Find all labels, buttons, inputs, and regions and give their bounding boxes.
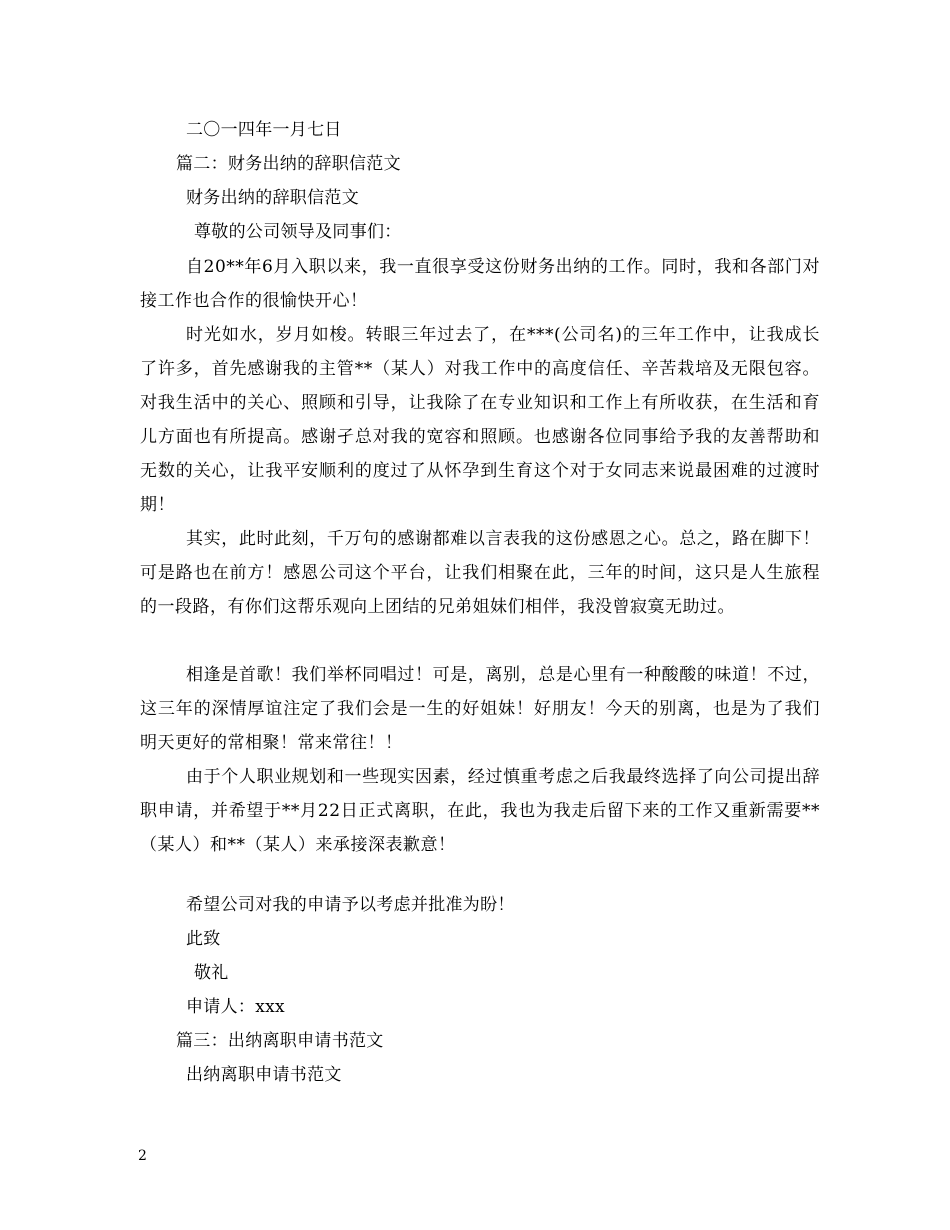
date-line: 二〇一四年一月七日 (186, 120, 342, 140)
paragraph-5: 由于个人职业规划和一些现实因素，经过慎重考虑之后我最终选择了向公司提出辞职申请，并希望于**月22日正式离职，在此，我也为我走后留下来的工作又重新需要**（某人）和**（某人）来承接深表歉意！ (140, 767, 820, 855)
paragraph-4: 相逢是首歌！我们举杯同唱过！可是，离别，总是心里有一种酸酸的味道！不过，这三年的深情厚谊注定了我们会是一生的好姐妹！好朋友！今天的别离，也是为了我们明天更好的常相聚！常来常往！！ (140, 665, 820, 753)
closing-regards: 敬礼 (194, 963, 229, 983)
salutation: 尊敬的公司领导及同事们： (194, 222, 402, 242)
applicant-line: 申请人：xxx (186, 997, 285, 1017)
closing-request: 希望公司对我的申请予以考虑并批准为盼！ (186, 895, 515, 915)
paragraph-1: 自20**年6月入职以来，我一直很享受这份财务出纳的工作。同时，我和各部门对接工作也合作的很愉快开心！ (140, 257, 820, 311)
section-3-title: 出纳离职申请书范文 (186, 1065, 342, 1085)
section-3-heading: 篇三：出纳离职申请书范文 (176, 1031, 384, 1051)
closing-salutation: 此致 (186, 929, 221, 949)
section-2-heading: 篇二：财务出纳的辞职信范文 (176, 154, 401, 174)
section-2-title: 财务出纳的辞职信范文 (186, 188, 359, 208)
paragraph-2: 时光如水，岁月如梭。转眼三年过去了，在***(公司名)的三年工作中，让我成长了许多，首先感谢我的主管**（某人）对我工作中的高度信任、辛苦栽培及无限包容。对我生活中的关心、照顾和引导，让我除了在专业知识和工作上有所收获，在生活和育儿方面也有所提高。感谢孑总对我的宽容和照顾。也感谢各位同事给予我的友善帮助和无数的关心，让我平安顺利的度过了从怀孕到生育这个对于女同志来说最困难的过渡时期！ (140, 325, 820, 515)
paragraph-3: 其实，此时此刻，千万句的感谢都难以言表我的这份感恩之心。总之，路在脚下！可是路也在前方！感恩公司这个平台，让我们相聚在此，三年的时间，这只是人生旅程的一段路，有你们这帮乐观向上团结的兄弟姐妹们相伴，我没曾寂寞无助过。 (140, 529, 820, 617)
page-number: 2 (138, 1148, 147, 1164)
